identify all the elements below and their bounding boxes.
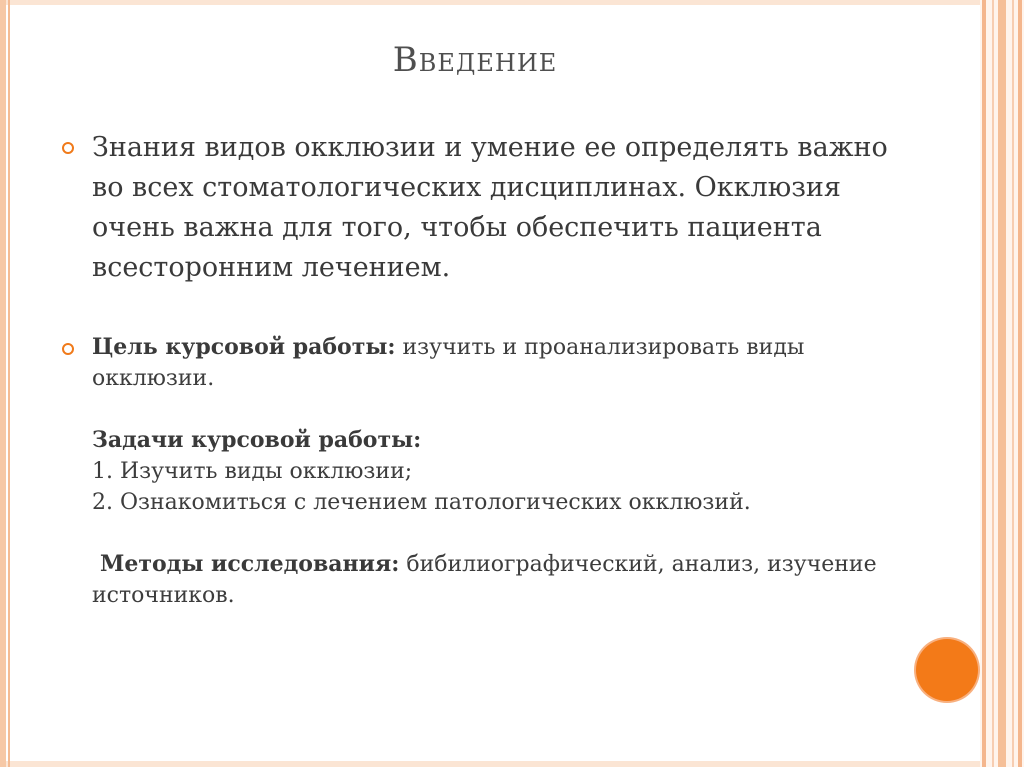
- bullet-circle-icon: [62, 142, 74, 154]
- left-border: [0, 0, 6, 767]
- goal-line: [92, 332, 902, 394]
- orange-circle-decoration: [916, 639, 978, 701]
- right-stripe: [998, 0, 1006, 767]
- top-border: [0, 0, 1024, 5]
- right-stripe: [992, 0, 994, 767]
- right-stripe: [1012, 0, 1014, 767]
- bullet-circle-icon: [62, 343, 74, 355]
- methods-label: Методы исследования:: [100, 551, 400, 577]
- slide-title: Введение: [392, 40, 558, 80]
- intro-paragraph: Знания видов окклюзии и умение ее определять важно во всех стоматологических дисциплинах. Окклюзия очень важна для того, чтобы обеспечить пациента всесторонним лечением.: [92, 132, 888, 283]
- bottom-border: [0, 761, 1024, 767]
- task-item-2: 2. Ознакомиться с лечением патологических окклюзий.: [92, 490, 751, 515]
- goal-label: Цель курсовой работы:: [92, 334, 396, 360]
- bullet-item-goals: [62, 332, 902, 611]
- tasks-label: Задачи курсовой работы:: [92, 427, 422, 453]
- goal-text: изучить и проанализировать виды окклюзии.: [92, 335, 805, 391]
- goals-block: [92, 332, 902, 611]
- spacer: [92, 394, 902, 425]
- methods-text: бибилиографический, анализ, изучение источников.: [92, 552, 877, 608]
- task-item-1: 1. Изучить виды окклюзии;: [92, 459, 413, 484]
- left-border-line: [8, 0, 10, 767]
- methods-line: [92, 549, 902, 611]
- spacer: [92, 518, 902, 549]
- slide-content: [62, 128, 902, 611]
- right-stripe: [1018, 0, 1022, 767]
- bullet-item-intro: [62, 128, 902, 288]
- right-stripe: [982, 0, 986, 767]
